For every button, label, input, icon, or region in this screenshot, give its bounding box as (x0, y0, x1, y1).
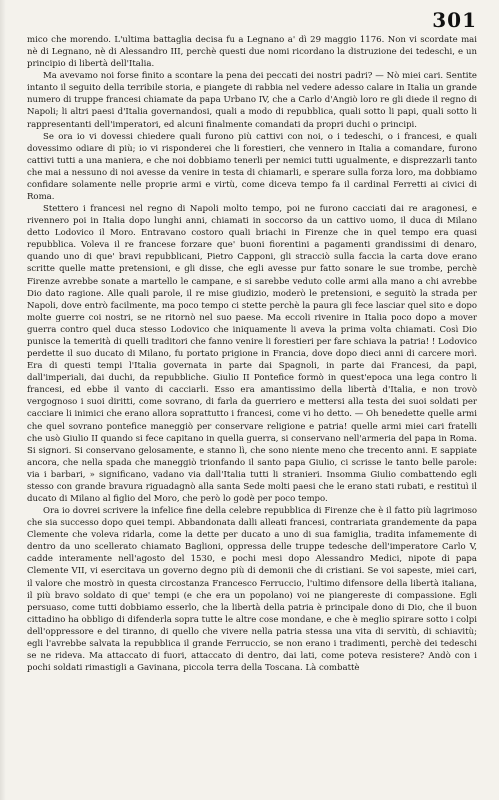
page-number: 301 (432, 8, 477, 32)
paragraph: Se ora io vi dovessi chiedere quali furono più cattivi con noi, o i tedeschi, o i francesi, e quali dovessimo odiare di più; io vi risponderei che li forestieri, che vennero in Italia a comandare, furono cattivi tutti a una maniera, e che noi dobbiamo tenerli per nemici tutti ugualmente, e disprezzarli tanto che mai a nessuno di noi avesse da venire in testa di chiamarli, e sperare sulla forza loro, ma dobbiamo confidare solamente nelle proprie armi e virtù, come diceva tempo fa il cardinal Ferretti ai civici di Roma. (27, 131, 477, 203)
paragraph: Ma avevamo noi forse finito a scontare la pena dei peccati dei nostri padri? — Nò miei cari. Sentite intanto il seguito della terribile storia, e piangete di rabbia nel vedere adesso calare in Italia un grande numero di truppe francesi chiamate da papa Urbano IV, che a Carlo d'Angiò loro re gli diede il regno di Napoli; li altri paesi d'Italia governandosi, quali a modo di repubblica, quali sotto li papi, quali sotto li rappresentanti dell'imperatori, ed alcuni finalmente comandati da propri duchi o principi. (27, 71, 477, 130)
body-text (27, 34, 477, 674)
paragraph: Stettero i francesi nel regno di Napoli molto tempo, poi ne furono cacciati dai re aragonesi, e rivennero poi in Italia dopo lunghi anni, chiamati in soccorso da un cattivo uomo, il duca di Milano detto Lodovico il Moro. Entravano costoro quali briachi in Firenze che in quel tempo era quasi repubblica. Voleva il re francese forzare que' buoni fiorentini a pagamenti grandissimi di denaro, quando uno di que' bravi repubblicani, Pietro Capponi, gli stracciò sulla faccia la carta dove erano scritte quelle matte pretensioni, e gli disse, che egli avesse pur fatto sonare le sue trombe, perchè Firenze avrebbe sonate a martello le campane, e si sarebbe veduto colle armi alla mano a chi avrebbe Dio dato ragione. Alle quali parole, il re mise giudizio, moderò le pretensioni, e seguitò la strada per Napoli, dove entrò facilmente, ma poco tempo ci stette perchè la paura gli fece lasciar quel sito e dopo molte guerre coi nostri, se ne ritornò nel suo paese. Ma eccoli rivenire in Italia poco dopo a mover guerra contro quel duca stesso Lodovico che iniquamente li aveva la prima volta chiamati. Così Dio punisce la temerità di quelli traditori che fanno venire li forestieri per fare schiava la patria! ! Lodovico perdette il suo ducato di Milano, fu portato prigione in Francia, dove dopo dieci anni di carcere morì. Era di questi tempi l'Italia governata in parte dai Spagnoli, in parte dai Francesi, da papi, dall'imperiali, dai duchi, da repubbliche. Giulio II Pontefice formò in quest'epoca una lega contro li francesi, ed ebbe il vanto di cacciarli. Esso era amantissimo della libertà d'Italia, e non trovò vergognoso i suoi diritti, come sovrano, di farla da guerriero e mettersi alla testa dei suoi soldati per cacciare li inimici che erano allora soprattutto i francesi, come vi ho detto. — Oh benedette quelle armi che quel sovrano pontefice maneggiò per conservare religione e patria! quelle armi miei cari fratelli che usò Giulio II quando si fece capitano in quella guerra, si conservano nell'armeria del papa in Roma. Si signori. Si conservano gelosamente, e stanno lì, che sono niente meno che trecento anni. E sappiate ancora, che nella spada che maneggiò trionfando il santo papa Giulio, ci scrisse le tanto belle parole: via i barbari, » significano, vadano via dall'Italia tutti li stranieri. Insomma Giulio combattendo egli stesso con grande bravura riguadagnò alla santa Sede molti paesi che le erano stati rubati, e restituì il ducato di Milano al figlio del Moro, che però lo godè per poco tempo. (27, 204, 477, 504)
page-edge (0, 0, 6, 800)
paragraph: mico che morendo. L'ultima battaglia decisa fu a Legnano a' dì 29 maggio 1176. Non vi scordate mai nè di Legnano, nè di Alessandro III, perchè questi due nomi ricordano la distruzione dei tedeschi, e un principio di libertà dell'Italia. (27, 35, 477, 70)
paragraph: Ora io dovrei scrivere la infelice fine della celebre repubblica di Firenze che è il fatto più lagrimoso che sia successo dopo quei tempi. Abbandonata dalli alleati francesi, contrariata grandemente da papa Clemente che voleva ridarla, come la dette per ducato a uno di sua famiglia, tradita infamemente di dentro da uno scellerato chiamato Baglioni, oppressa delle truppe tedesche dell'imperatore Carlo V, cadde interamente nell'agosto del 1530, e pochi mesi dopo Alessandro Medici, nipote di papa Clemente VII, vi esercitava un governo degno più di demonii che di cristiani. Se voi sapeste, miei cari, il valore che mostrò in questa circostanza Francesco Ferruccio, l'ultimo difensore della libertà italiana, il più bravo soldato di que' tempi (e che era un popolano) voi ne piangereste di compassione. Egli persuaso, come tutti dobbiamo esserlo, che la libertà della patria è principale dono di Dio, che il buon cittadino ha obbligo di difenderla sopra tutte le altre cose mondane, e che è meglio spirare sotto i colpi dell'oppressore e del tiranno, di quello che vivere nella patria stessa una vita di servitù, di schiavitù; egli l'avrebbe salvata la repubblica il grande Ferruccio, se non erano i tradimenti, perchè dei tedeschi se ne rideva. Ma attaccato di fuori, attaccato di dentro, dai lati, come poteva resistere? Andò con i pochi soldati rimastigli a Gavinana, piccola terra della Toscana. Là combattè (27, 506, 477, 674)
